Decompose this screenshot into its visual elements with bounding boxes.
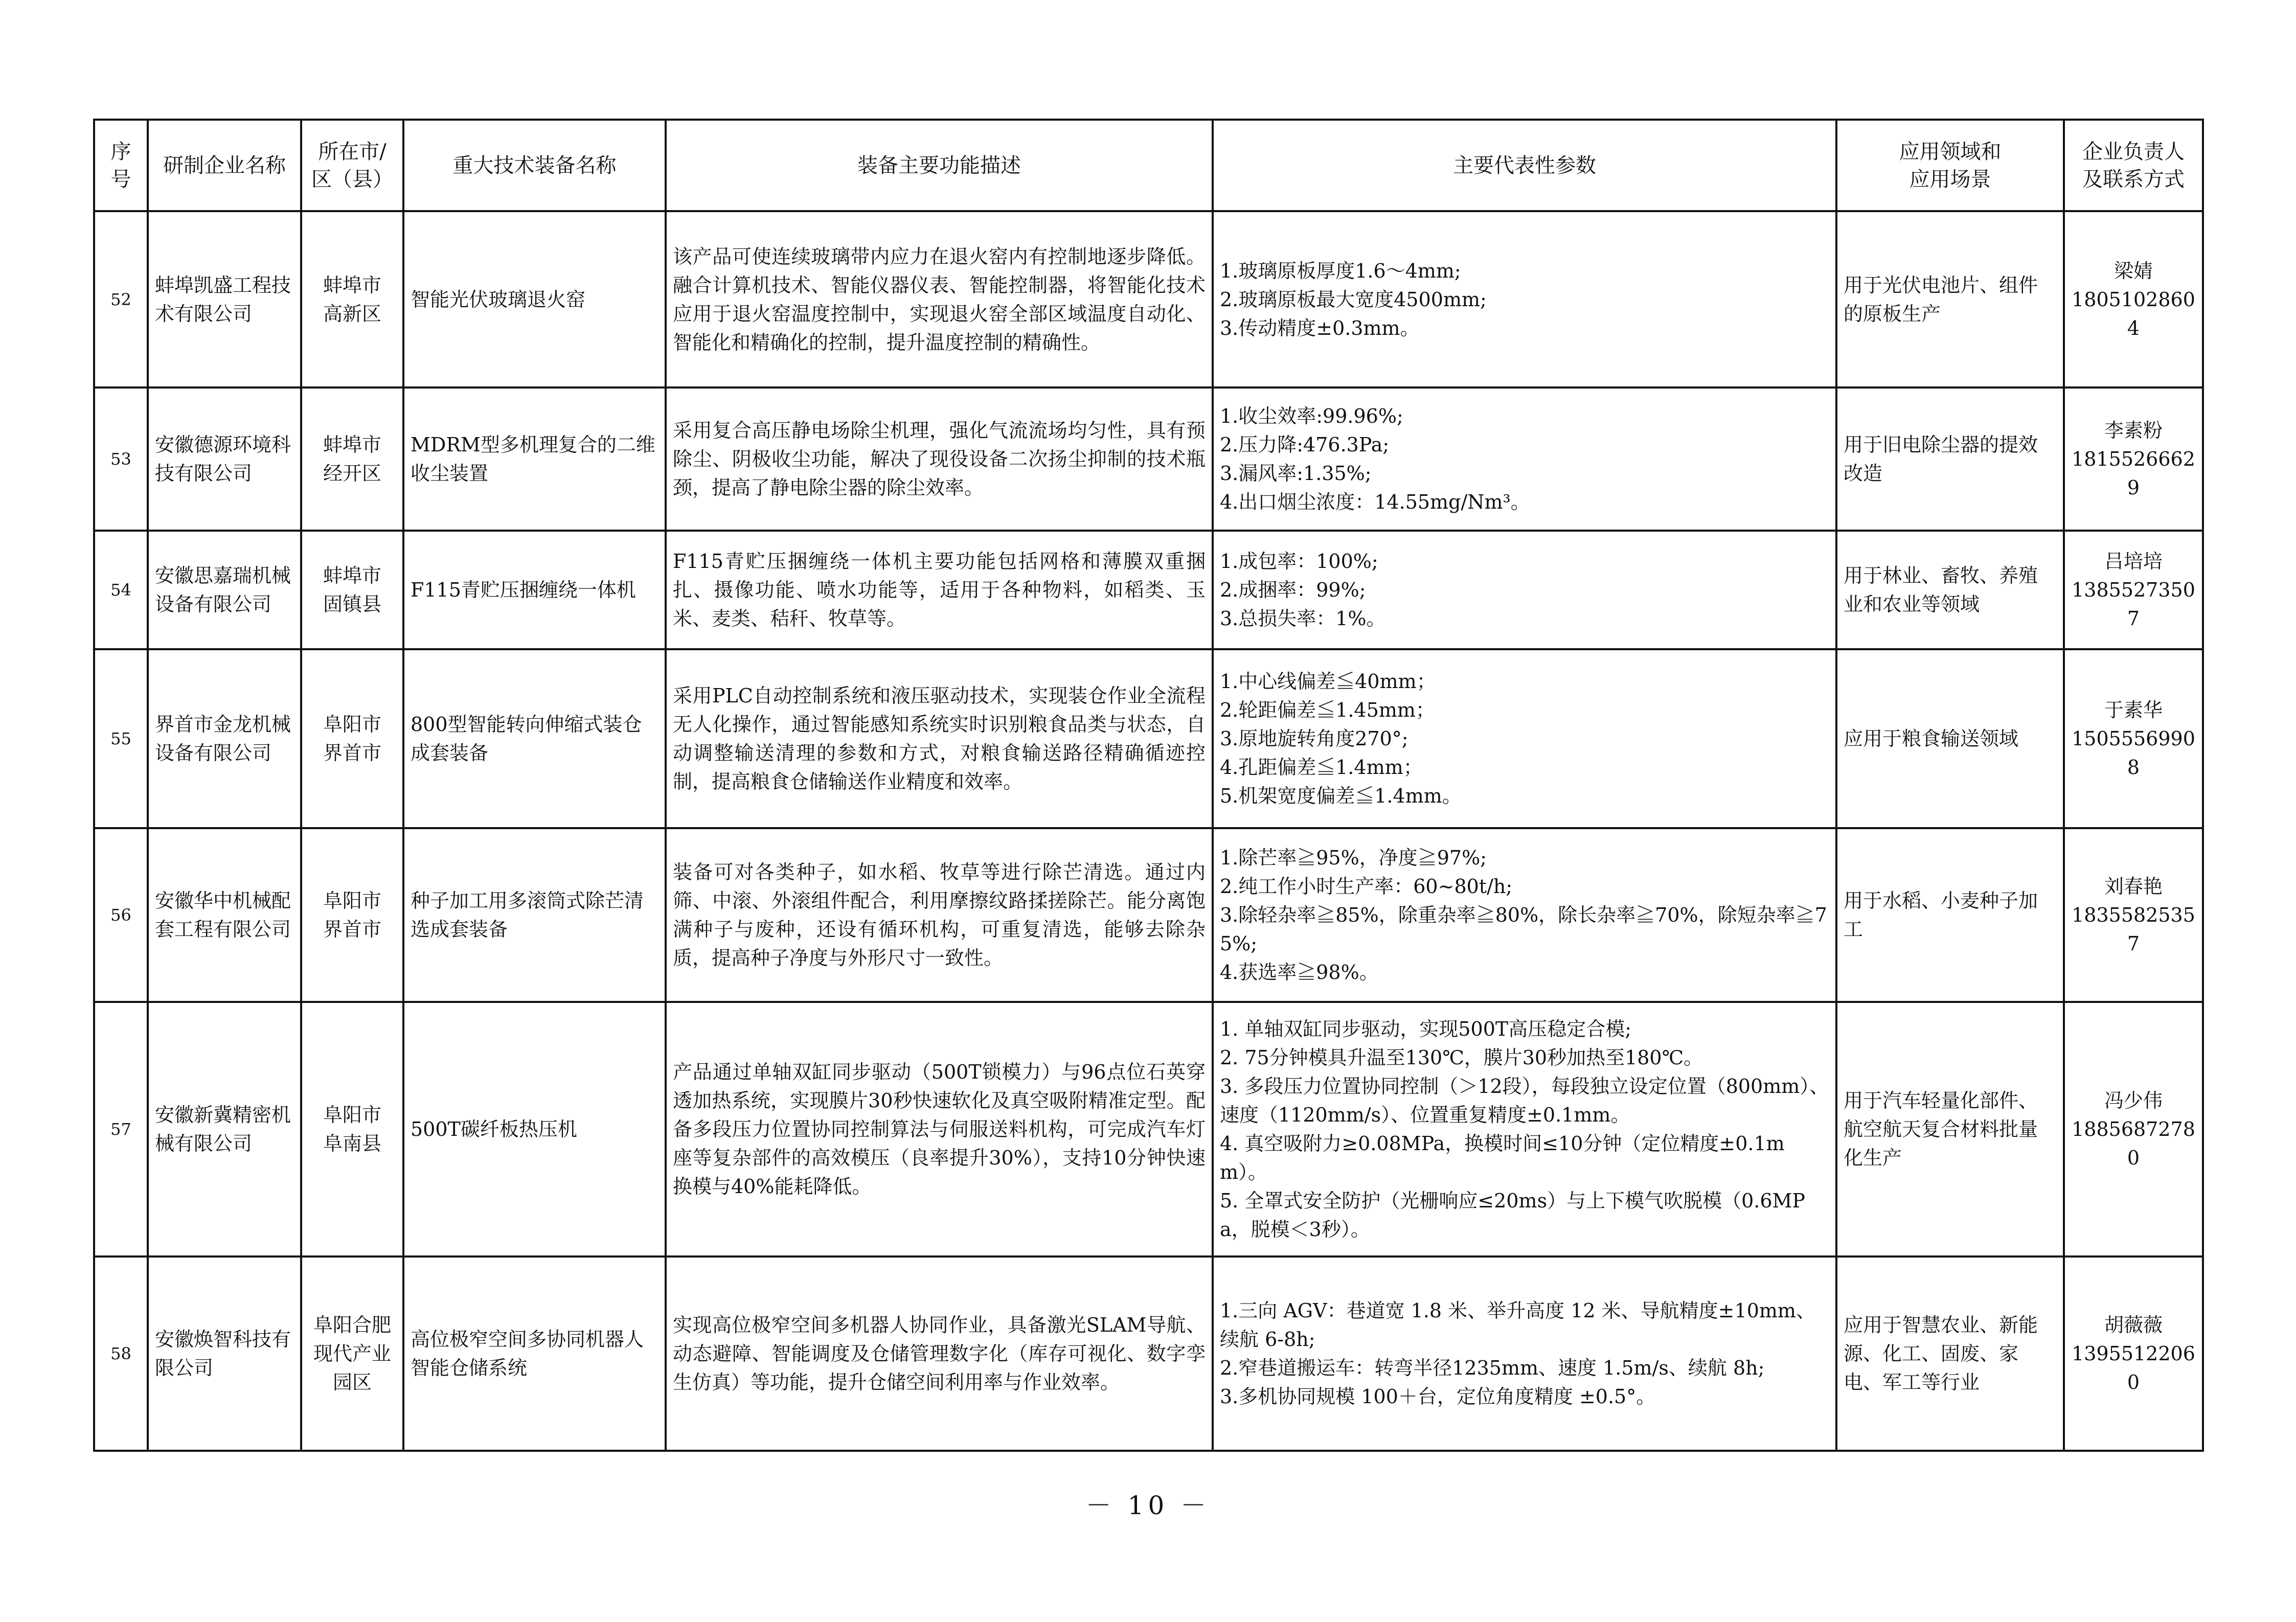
location-cell: 蚌埠市 高新区 <box>301 211 403 387</box>
header-location: 所在市/ 区（县） <box>301 120 403 211</box>
location-cell: 阜阳市 阜南县 <box>301 1002 403 1257</box>
company-name-cell: 安徽华中机械配套工程有限公司 <box>148 828 301 1002</box>
contact-cell <box>2064 1257 2203 1451</box>
serial-number-cell: 57 <box>94 1002 148 1257</box>
header-parameters: 主要代表性参数 <box>1213 120 1836 211</box>
location-cell: 蚌埠市 固镇县 <box>301 531 403 649</box>
contact-name: 梁婧 <box>2113 259 2153 282</box>
header-function-description: 装备主要功能描述 <box>666 120 1213 211</box>
function-description-cell: 实现高位极窄空间多机器人协同作业，具备激光SLAM导航、动态避障、智能调度及仓储管理数字化（库存可视化、数字孪生仿真）等功能，提升仓储空间利用率与作业效率。 <box>666 1257 1213 1451</box>
parameter-line: 2.窄巷道搬运车：转弯半径1235mm、速度 1.5m/s、续航 8h; <box>1220 1357 1765 1379</box>
contact-cell <box>2064 531 2203 649</box>
parameter-line: 1.三向 AGV：巷道宽 1.8 米、举升高度 12 米、导航精度±10mm、续航 6-8h; <box>1220 1299 1815 1351</box>
parameter-line: 2.纯工作小时生产率：60~80t/h; <box>1220 875 1513 898</box>
serial-number-cell: 56 <box>94 828 148 1002</box>
contact-cell <box>2064 387 2203 531</box>
application-cell: 用于水稻、小麦种子加工 <box>1836 828 2064 1002</box>
table-row <box>94 387 2203 531</box>
contact-cell <box>2064 1002 2203 1257</box>
header-equipment-name: 重大技术装备名称 <box>403 120 666 211</box>
contact-name: 吕培培 <box>2104 550 2163 573</box>
parameters-cell <box>1213 1002 1836 1257</box>
application-cell: 应用于智慧农业、新能源、化工、固废、家电、军工等行业 <box>1836 1257 2064 1451</box>
parameter-line: 1.收尘效率:99.96%; <box>1220 405 1403 427</box>
table-row <box>94 1257 2203 1451</box>
equipment-table-container <box>93 119 2202 1452</box>
function-description-cell: 装备可对各类种子，如水稻、牧草等进行除芒清选。通过内筛、中滚、外滚组件配合，利用摩擦纹路揉搓除芒。能分离饱满种子与废种，还设有循环机构，可重复清选，能够去除杂质，提高种子净度与外形尺寸一致性。 <box>666 828 1213 1002</box>
application-cell: 用于林业、畜牧、养殖业和农业等领域 <box>1836 531 2064 649</box>
contact-phone: 13855273507 <box>2072 579 2195 630</box>
parameters-cell <box>1213 828 1836 1002</box>
page-number: － 10 － <box>1085 1491 1211 1520</box>
parameter-line: 1.除芒率≧95%，净度≧97%; <box>1220 847 1487 869</box>
contact-phone: 18155266629 <box>2072 448 2195 499</box>
parameter-line: 2.玻璃原板最大宽度4500mm; <box>1220 288 1487 311</box>
company-name-cell: 界首市金龙机械设备有限公司 <box>148 649 301 828</box>
location-cell: 蚌埠市 经开区 <box>301 387 403 531</box>
contact-phone: 13955122060 <box>2072 1342 2195 1393</box>
header-application: 应用领域和 应用场景 <box>1836 120 2064 211</box>
parameters-cell <box>1213 211 1836 387</box>
equipment-name-cell: 800型智能转向伸缩式装仓成套装备 <box>403 649 666 828</box>
application-cell: 用于汽车轻量化部件、航空航天复合材料批量化生产 <box>1836 1002 2064 1257</box>
company-name-cell: 安徽思嘉瑞机械设备有限公司 <box>148 531 301 649</box>
company-name-cell: 安徽德源环境科技有限公司 <box>148 387 301 531</box>
contact-name: 于素华 <box>2104 699 2163 721</box>
contact-name: 胡薇薇 <box>2104 1314 2163 1336</box>
location-cell: 阜阳市 界首市 <box>301 649 403 828</box>
application-cell: 用于光伏电池片、组件的原板生产 <box>1836 211 2064 387</box>
parameters-cell <box>1213 649 1836 828</box>
contact-name: 李素粉 <box>2104 419 2163 442</box>
company-name-cell: 安徽新冀精密机械有限公司 <box>148 1002 301 1257</box>
parameter-line: 4.获选率≧98%。 <box>1220 961 1379 984</box>
table-row <box>94 649 2203 828</box>
contact-phone: 18856872780 <box>2072 1118 2195 1169</box>
location-cell: 阜阳市 界首市 <box>301 828 403 1002</box>
parameters-cell <box>1213 387 1836 531</box>
header-company: 研制企业名称 <box>148 120 301 211</box>
function-description-cell: 该产品可使连续玻璃带内应力在退火窑内有控制地逐步降低。融合计算机技术、智能仪器仪表、智能控制器，将智能化技术应用于退火窑温度控制中，实现退火窑全部区域温度自动化、智能化和精确化的控制，提升温度控制的精确性。 <box>666 211 1213 387</box>
equipment-name-cell: F115青贮压捆缠绕一体机 <box>403 531 666 649</box>
table-row <box>94 531 2203 649</box>
contact-cell <box>2064 828 2203 1002</box>
parameter-line: 1.中心线偏差≦40mm； <box>1220 670 1436 693</box>
serial-number-cell: 58 <box>94 1257 148 1451</box>
application-cell: 用于旧电除尘器的提效改造 <box>1836 387 2064 531</box>
parameter-line: 1.玻璃原板厚度1.6～4mm; <box>1220 259 1461 282</box>
serial-number-cell: 53 <box>94 387 148 531</box>
parameter-line: 5. 全罩式安全防护（光栅响应≤20ms）与上下模气吹脱模（0.6MPa，脱模＜3秒）。 <box>1220 1190 1805 1241</box>
table-row <box>94 211 2203 387</box>
parameter-line: 2.成捆率：99%; <box>1220 579 1366 601</box>
parameter-line: 3. 多段压力位置协同控制（＞12段），每段独立设定位置（800mm）、速度（1120mm/s）、位置重复精度±0.1mm。 <box>1220 1075 1829 1126</box>
contact-name: 刘春艳 <box>2104 875 2163 898</box>
equipment-name-cell: 500T碳纤板热压机 <box>403 1002 666 1257</box>
parameter-line: 2.轮距偏差≦1.45mm； <box>1220 699 1435 721</box>
parameter-line: 3.多机协同规模 100＋台，定位角度精度 ±0.5°。 <box>1220 1385 1656 1408</box>
contact-cell <box>2064 649 2203 828</box>
table-header-row <box>94 120 2203 211</box>
parameter-line: 4.出口烟尘浓度：14.55mg/Nm³。 <box>1220 491 1530 513</box>
serial-number-cell: 55 <box>94 649 148 828</box>
function-description-cell: 采用PLC自动控制系统和液压驱动技术，实现装仓作业全流程无人化操作，通过智能感知系统实时识别粮食品类与状态，自动调整输送清理的参数和方式，对粮食输送路径精确循迹控制，提高粮食仓储输送作业精度和效率。 <box>666 649 1213 828</box>
contact-phone: 15055569908 <box>2072 727 2195 779</box>
parameter-line: 3.总损失率：1%。 <box>1220 607 1386 630</box>
equipment-name-cell: 种子加工用多滚筒式除芒清选成套装备 <box>403 828 666 1002</box>
parameter-line: 2.压力降:476.3Pa; <box>1220 433 1390 456</box>
parameters-cell <box>1213 1257 1836 1451</box>
parameter-line: 3.漏风率:1.35%; <box>1220 462 1372 485</box>
header-contact: 企业负责人 及联系方式 <box>2064 120 2203 211</box>
function-description-cell: F115青贮压捆缠绕一体机主要功能包括网格和薄膜双重捆扎、摄像功能、喷水功能等，适用于各种物料，如稻类、玉米、麦类、秸秆、牧草等。 <box>666 531 1213 649</box>
contact-phone: 18051028604 <box>2072 288 2195 339</box>
company-name-cell: 安徽焕智科技有限公司 <box>148 1257 301 1451</box>
equipment-name-cell: MDRM型多机理复合的二维收尘装置 <box>403 387 666 531</box>
parameter-line: 3.原地旋转角度270°; <box>1220 727 1408 750</box>
serial-number-cell: 52 <box>94 211 148 387</box>
equipment-table <box>93 119 2204 1452</box>
parameter-line: 3.传动精度±0.3mm。 <box>1220 316 1420 339</box>
parameter-line: 5.机架宽度偏差≦1.4mm。 <box>1220 785 1462 807</box>
parameters-cell <box>1213 531 1836 649</box>
serial-number-cell: 54 <box>94 531 148 649</box>
table-row <box>94 828 2203 1002</box>
function-description-cell: 采用复合高压静电场除尘机理，强化气流流场均匀性，具有预除尘、阴极收尘功能，解决了现役设备二次扬尘抑制的技术瓶颈，提高了静电除尘器的除尘效率。 <box>666 387 1213 531</box>
contact-cell <box>2064 211 2203 387</box>
company-name-cell: 蚌埠凯盛工程技术有限公司 <box>148 211 301 387</box>
equipment-name-cell: 高位极窄空间多协同机器人智能仓储系统 <box>403 1257 666 1451</box>
contact-name: 冯少伟 <box>2104 1089 2163 1112</box>
function-description-cell: 产品通过单轴双缸同步驱动（500T锁模力）与96点位石英穿透加热系统，实现膜片30秒快速软化及真空吸附精准定型。配备多段压力位置协同控制算法与伺服送料机构，可完成汽车灯座等复杂部件的高效模压（良率提升30%），支持10分钟快速换模与40%能耗降低。 <box>666 1002 1213 1257</box>
parameter-line: 4.孔距偏差≦1.4mm； <box>1220 756 1423 779</box>
parameter-line: 2. 75分钟模具升温至130℃，膜片30秒加热至180℃。 <box>1220 1046 1703 1069</box>
parameter-line: 4. 真空吸附力≥0.08MPa，换模时间≤10分钟（定位精度±0.1mm）。 <box>1220 1132 1785 1183</box>
parameter-line: 3.除轻杂率≧85%，除重杂率≧80%，除长杂率≧70%，除短杂率≧75%; <box>1220 904 1827 955</box>
equipment-name-cell: 智能光伏玻璃退火窑 <box>403 211 666 387</box>
parameter-line: 1. 单轴双缸同步驱动，实现500T高压稳定合模; <box>1220 1018 1632 1040</box>
application-cell: 应用于粮食输送领域 <box>1836 649 2064 828</box>
contact-phone: 18355825357 <box>2072 904 2195 955</box>
parameter-line: 1.成包率：100%; <box>1220 550 1378 573</box>
table-row <box>94 1002 2203 1257</box>
header-serial-no: 序 号 <box>94 120 148 211</box>
location-cell: 阜阳合肥 现代产业 园区 <box>301 1257 403 1451</box>
table-body <box>94 211 2203 1451</box>
